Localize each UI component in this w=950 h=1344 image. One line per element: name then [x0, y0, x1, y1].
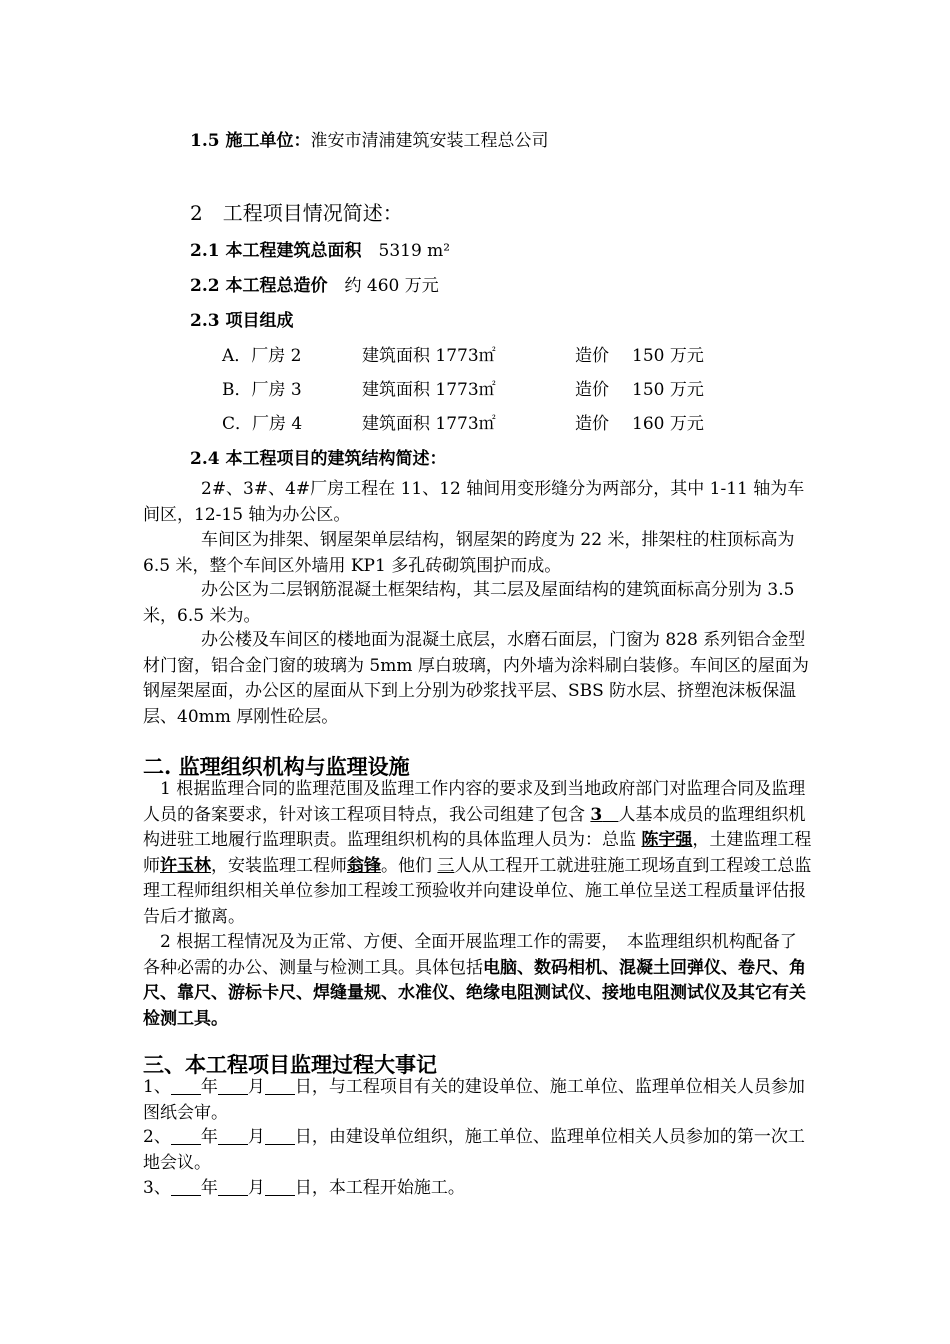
item-name: A．厂房 2 — [222, 346, 302, 366]
year-label: 年 — [200, 1077, 218, 1097]
text: ，安装监理工程师 — [211, 855, 347, 876]
event-text: ，本工程开始施工。 — [311, 1178, 465, 1198]
day-label: 日 — [294, 1178, 312, 1198]
item-cost-label: 造价 — [575, 346, 609, 366]
section-1-5 — [190, 126, 549, 151]
structure-paragraph-2: 车间区为排架、钢屋架单层结构，钢屋架的跨度为 22 米，排架柱的柱顶标高为 6.5 米，整个车间区外墙用 KP1 多孔砖砌筑围护而成。 — [143, 530, 795, 576]
label-2-2: 2.2 本工程总造价 — [190, 276, 328, 296]
item-cost: 150 万元 — [632, 346, 704, 366]
list-item — [0, 409, 950, 435]
item-cost: 150 万元 — [632, 380, 704, 400]
total-cost: 约 460 万元 — [344, 276, 439, 296]
item-area: 建筑面积 1773㎡ — [362, 414, 496, 434]
civil-engineer: 许玉林 — [160, 855, 211, 876]
text: 。他们 — [381, 855, 432, 876]
member-count: 3 — [590, 804, 603, 825]
label-2-1: 2.1 本工程建筑总面积 — [190, 241, 362, 261]
chief-supervisor: 陈宇强 — [641, 830, 693, 850]
list-item — [0, 375, 950, 401]
year-label: 年 — [200, 1178, 218, 1198]
list-item — [0, 341, 950, 367]
event-2 — [143, 1125, 813, 1176]
event-text: ，由建设单位组织，施工单位、监理单位相关人员参加的第一次工地会议。 — [143, 1127, 805, 1173]
day-label: 日 — [294, 1077, 312, 1097]
total-area: 5319 m² — [378, 241, 451, 261]
text: 人基本成员的监理组织机构进驻工地履行监理职责。监理组织机构的具体监理人员为：总监 — [143, 804, 806, 850]
item-area: 建筑面积 1773㎡ — [362, 380, 496, 400]
supervision-paragraph-1 — [143, 777, 813, 930]
month-label: 月 — [247, 1077, 265, 1097]
staff-count: 三 — [437, 855, 455, 876]
label-1-5: 1.5 施工单位： — [190, 131, 311, 151]
year-label: 年 — [200, 1127, 218, 1147]
section-2-4-title: 2.4 本工程项目的建筑结构简述： — [190, 449, 447, 469]
construction-unit: 淮安市清浦建筑安装工程总公司 — [310, 131, 549, 151]
structure-paragraph-4: 办公楼及车间区的楼地面为混凝土底层，水磨石面层，门窗为 828 系列铝合金型材门窗，铝合金门窗的玻璃为 5mm 厚白玻璃，内外墙为涂料刷白装修。车间区的屋面为钢屋架屋面，办公区的屋面从下到上分别为砂浆找平层、SBS 防水层、挤塑泡沫板保温层、40mm 厚刚性砼层。 — [143, 630, 809, 727]
item-name: B．厂房 3 — [222, 380, 302, 400]
tool-list: 电脑、数码相机、混凝土回弹仪、卷尺、角尺、靠尺、游标卡尺、焊缝量规、水准仪、绝缘电阻测试仪、接地电阻测试仪及其它有关检测工具。 — [143, 957, 806, 1029]
supervision-paragraph-2 — [143, 930, 813, 1032]
text: 1 根据监理合同的监理范围及监理工作内容的要求及到当地政府部门对监理合同及监理人员的备案要求，针对该工程项目特点，我公司组建了包含 — [143, 779, 806, 825]
install-engineer: 翁锋 — [347, 855, 381, 876]
section-2-1 — [190, 236, 450, 261]
text: 2 根据工程情况及为正常、方便、全面开展监理工作的需要， 本监理组织机构配备了各种必需的办公、测量与检测工具。具体包括 — [143, 932, 797, 978]
section-2-title: 2 工程项目情况简述： — [190, 201, 403, 225]
section-two-title: 二. 监理组织机构与监理设施 — [143, 754, 410, 779]
text: 人从工程开工就进驻施工现场直到工程竣工总监理工程师组织相关单位参加工程竣工预验收并向建设单位、施工单位呈送工程质量评估报告后才撤离。 — [143, 855, 812, 927]
item-cost-label: 造价 — [575, 414, 609, 434]
event-1 — [143, 1075, 813, 1126]
event-number: 1、 — [143, 1077, 171, 1097]
structure-paragraph-3: 办公区为二层钢筋混凝土框架结构，其二层及屋面结构的建筑面标高分别为 3.5 米，6.5 米为。 — [143, 580, 795, 626]
month-label: 月 — [247, 1127, 265, 1147]
day-label: 日 — [294, 1127, 312, 1147]
text: ，土建监理工程师 — [143, 830, 812, 876]
event-number: 3、 — [143, 1178, 171, 1198]
month-label: 月 — [247, 1178, 265, 1198]
structure-paragraph-1: 2#、3#、4#厂房工程在 11、12 轴间用变形缝分为两部分，其中 1-11 轴为车间区，12-15 轴为办公区。 — [143, 479, 805, 525]
event-3 — [143, 1176, 813, 1202]
section-2-3: 2.3 项目组成 — [190, 311, 294, 331]
item-area: 建筑面积 1773㎡ — [362, 346, 496, 366]
event-text: ，与工程项目有关的建设单位、施工单位、监理单位相关人员参加图纸会审。 — [143, 1077, 805, 1123]
item-name: C．厂房 4 — [222, 414, 303, 434]
item-cost-label: 造价 — [575, 380, 609, 400]
item-cost: 160 万元 — [632, 414, 704, 434]
section-three-title: 三、本工程项目监理过程大事记 — [143, 1052, 437, 1077]
event-number: 2、 — [143, 1127, 171, 1147]
section-2-2 — [190, 271, 439, 296]
